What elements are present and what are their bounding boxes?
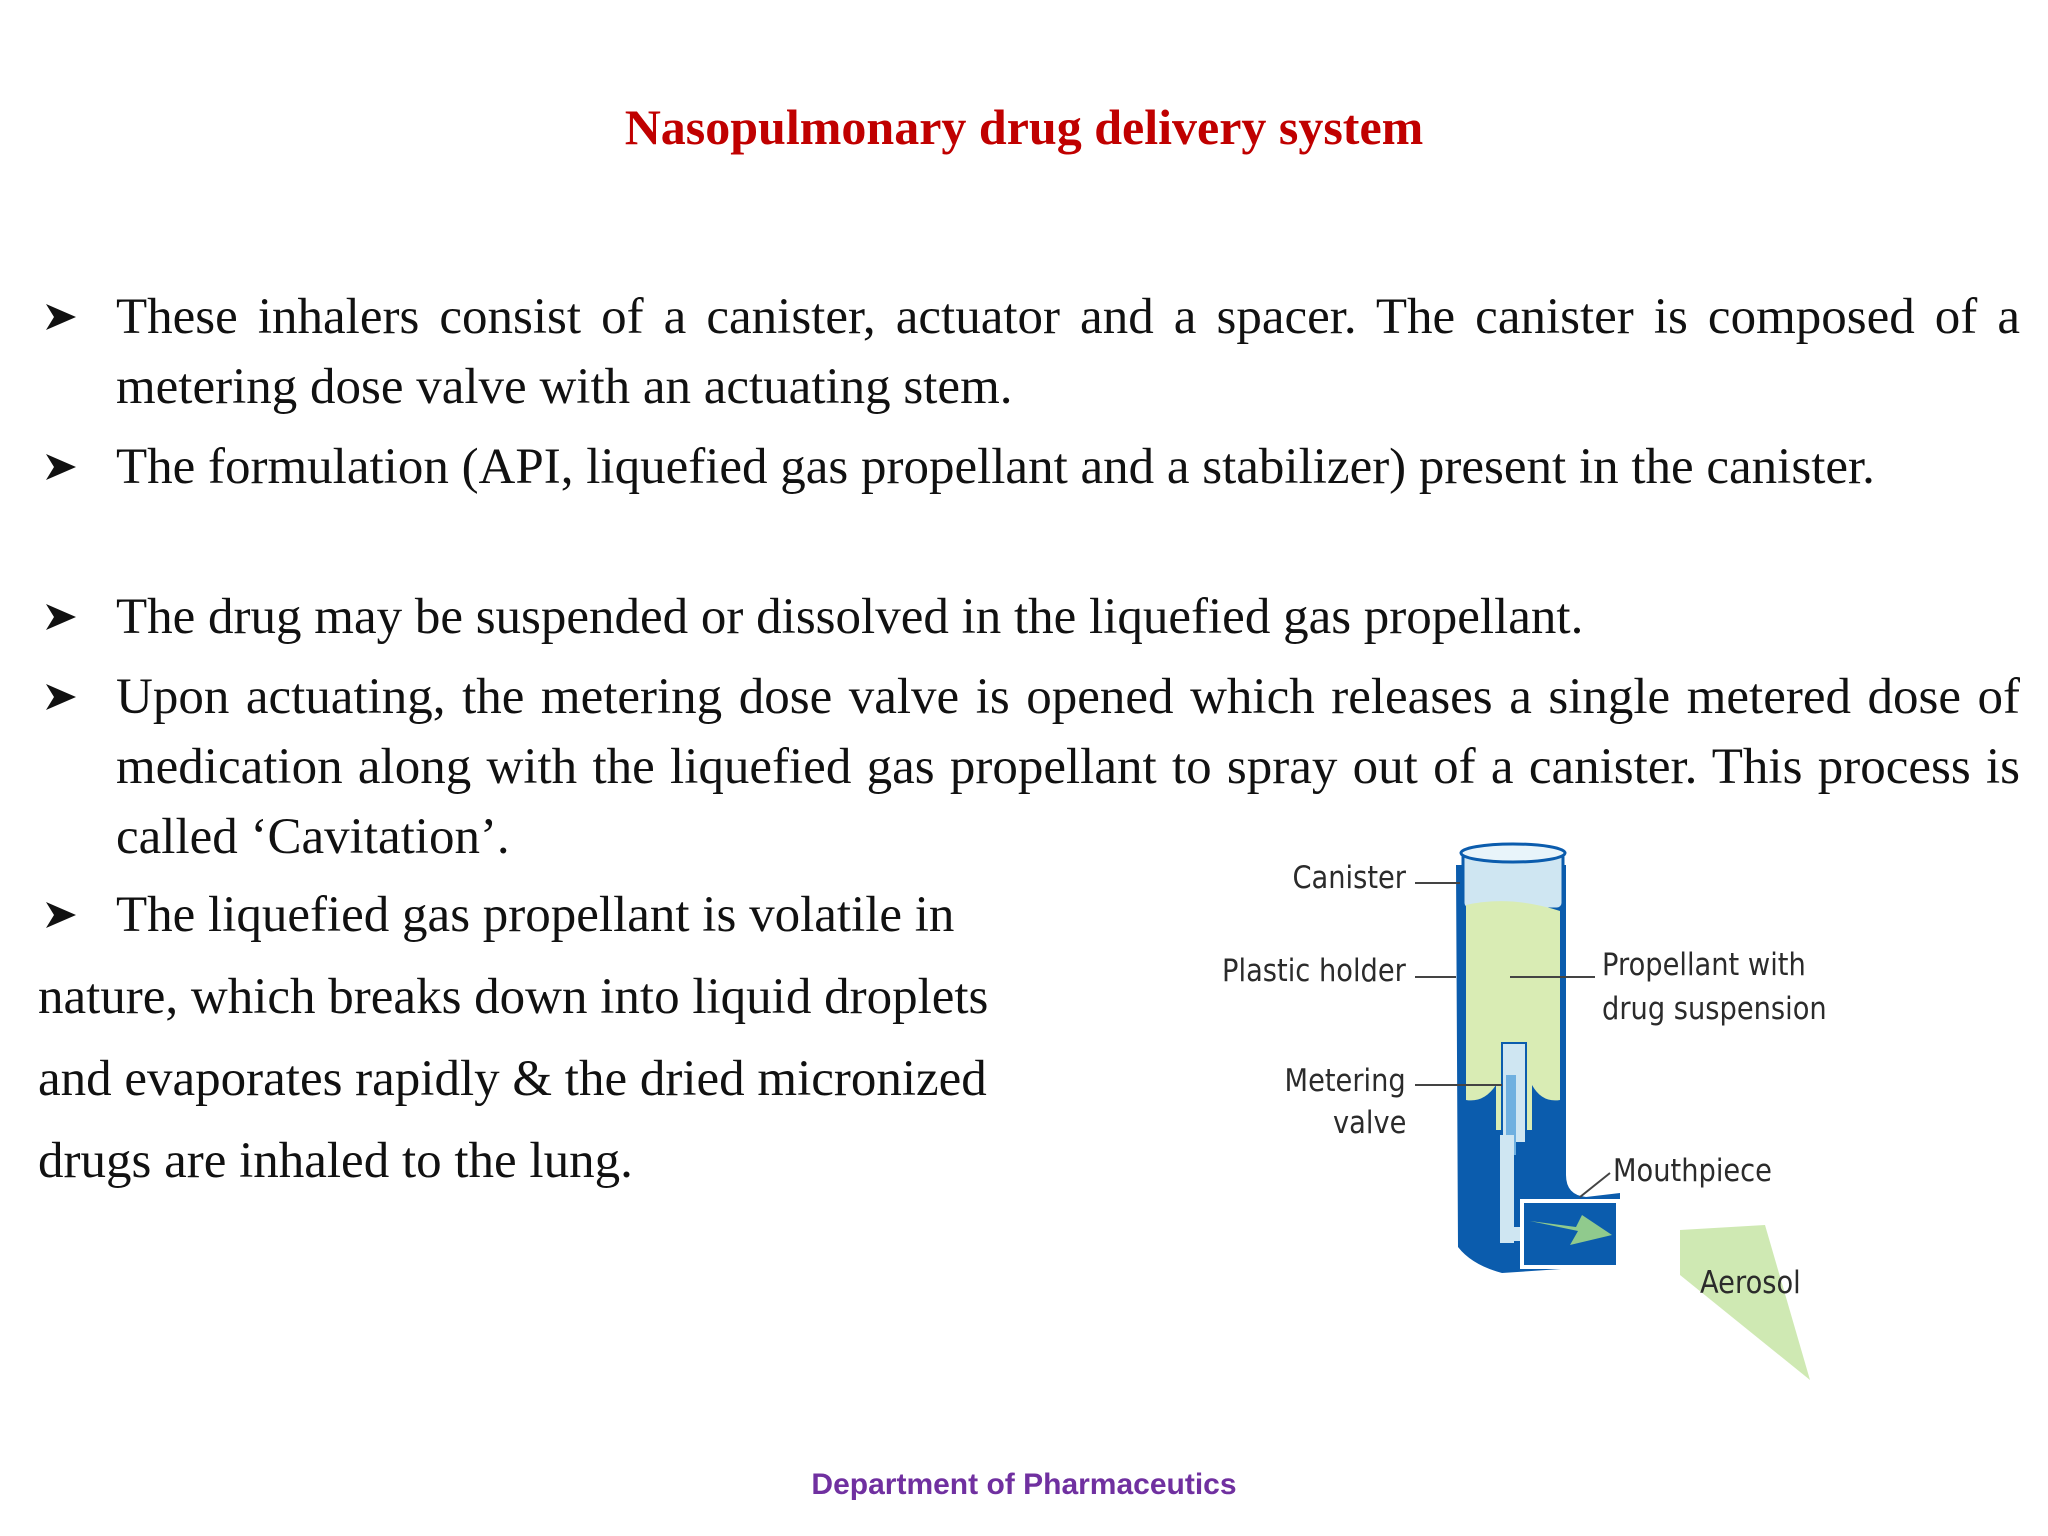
label-plastic-holder: Plastic holder — [1222, 953, 1406, 989]
label-aerosol: Aerosol — [1700, 1265, 1801, 1301]
label-metering-valve-1: Metering — [1284, 1063, 1406, 1099]
arrow-bullet-icon — [38, 880, 108, 950]
bullet-item — [38, 880, 1138, 950]
footer-department: Department of Pharmaceutics — [811, 1468, 1237, 1501]
slide-title: Nasopulmonary drug delivery system — [624, 99, 1424, 155]
arrow-bullet-icon — [38, 432, 108, 502]
label-propellant-1: Propellant with — [1602, 947, 1806, 983]
propellant-fill — [1466, 901, 1560, 1040]
label-propellant-2: drug suspension — [1602, 991, 1827, 1027]
bullet-item — [38, 282, 2020, 422]
bullet-text: These inhalers consist of a canister, actuator and a spacer. The canister is composed of a metering dose valve with an actuating stem. — [116, 289, 2020, 415]
continuation-line: drugs are inhaled to the lung. — [38, 1133, 633, 1189]
continuation-line: and evaporates rapidly & the dried micronized — [38, 1051, 987, 1107]
arrow-bullet-icon — [38, 282, 108, 352]
continuation-line: nature, which breaks down into liquid droplets — [38, 969, 989, 1025]
inhaler-illustration — [1210, 835, 1850, 1395]
label-canister: Canister — [1292, 860, 1406, 896]
bullet-text: The drug may be suspended or dissolved in the liquefied gas propellant. — [116, 589, 1584, 645]
label-mouthpiece: Mouthpiece — [1613, 1153, 1772, 1189]
label-metering-valve-2: valve — [1332, 1105, 1406, 1141]
bullet-text: Upon actuating, the metering dose valve is opened which releases a single metered dose of medication along with the liquefied gas propellant to spray out of a canister. This process is called ‘Cavitation’. — [116, 669, 2020, 865]
bullet-item — [38, 582, 2020, 652]
inhaler-diagram — [1210, 835, 1850, 1395]
bullet-text: The formulation (API, liquefied gas propellant and a stabilizer) present in the canister. — [116, 439, 1875, 495]
bullet-text: The liquefied gas propellant is volatile in — [116, 887, 955, 943]
arrow-bullet-icon — [38, 582, 108, 652]
aerosol-plume — [1680, 1225, 1810, 1380]
arrow-bullet-icon — [38, 662, 108, 732]
bullet-item — [38, 432, 2020, 502]
